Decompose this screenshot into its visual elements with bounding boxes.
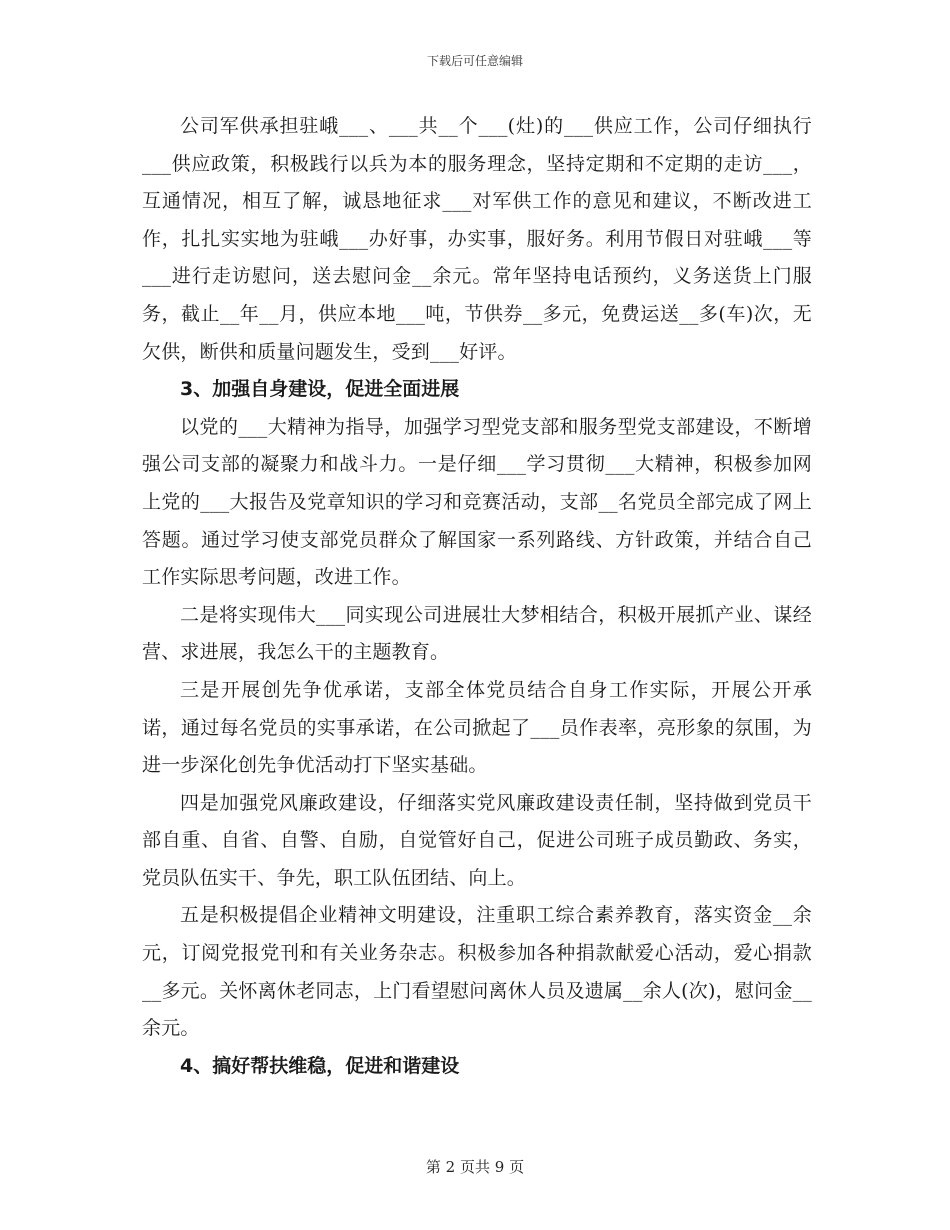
paragraph-dream-education: 二是将实现伟大___同实现公司进展壮大梦相结合，积极开展抓产业、谋经营、求进展，我怎么干的主题教育。 [142,603,812,664]
document-body [142,108,812,1085]
section-heading-3: 3、加强自身建设，促进全面进展 [180,378,460,401]
page-number: 第 2 页共 9 页 [425,1158,525,1176]
paragraph-pledge: 三是开展创先争优承诺，支部全体党员结合自身工作实际，开展公开承诺，通过每名党员的实事承诺，在公司掀起了___员作表率，亮形象的氛围，为进一步深化创先争优活动打下坚实基础。 [142,678,812,777]
page-header: 下载后可任意编辑 [426,54,523,68]
paragraph-party-study: 以党的___大精神为指导，加强学习型党支部和服务型党支部建设，不断增强公司支部的凝聚力和战斗力。一是仔细___学习贯彻___大精神，积极参加网上党的___大报告及党章知识的学习和竞赛活动，支部__名党员全部完成了网上答题。通过学习使支部党员群众了解国家一系列路线、方针政策，并结合自己工作实际思考问题，改进工作。 [142,415,812,589]
paragraph-military-supply: 公司军供承担驻峨___、___共__个___(灶)的___供应工作，公司仔细执行___供应政策，积极践行以兵为本的服务理念，坚持定期和不定期的走访___，互通情况，相互了解，诚恳地征求___对军供工作的意见和建议，不断改进工作，扎扎实实地为驻峨___办好事，办实事，服好务。利用节假日对驻峨___等___进行走访慰问，送去慰问金__余元。常年坚持电话预约，义务送货上门服务，截止__年__月，供应本地___吨，节供券__多元，免费运送__多(车)次，无欠供，断供和质量问题发生，受到___好评。 [142,115,812,363]
section-heading-4: 4、搞好帮扶维稳，促进和谐建设 [180,1054,460,1077]
paragraph-civilization: 五是积极提倡企业精神文明建设，注重职工综合素养教育，落实资金__余元，订阅党报党刊和有关业务杂志。积极参加各种捐款献爱心活动，爱心捐款__多元。关怀离休老同志，上门看望慰问离休人员及遗属__余人(次)，慰问金__余元。 [142,904,812,1040]
paragraph-integrity: 四是加强党风廉政建设，仔细落实党风廉政建设责任制，坚持做到党员干部自重、自省、自警、自励，自觉管好自己，促进公司班子成员勤政、务实，党员队伍实干、争先，职工队伍团结、向上。 [142,791,812,889]
